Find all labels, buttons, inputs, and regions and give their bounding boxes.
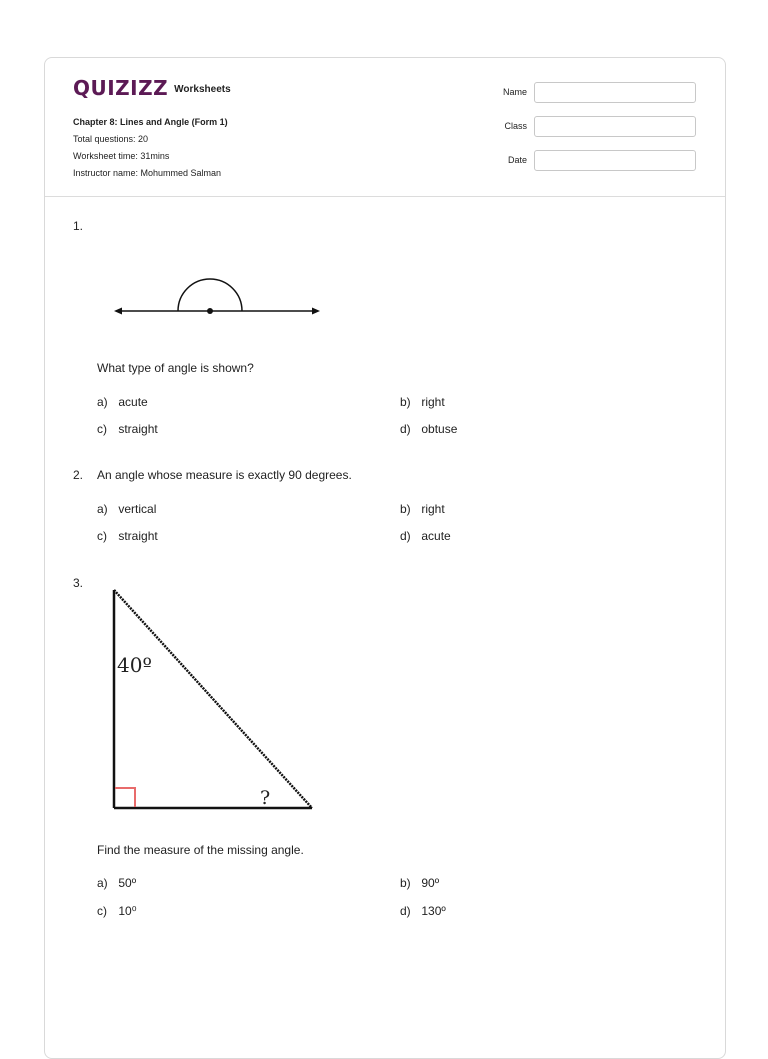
q1-option-c <box>97 422 158 436</box>
option-letter: d) <box>400 422 411 436</box>
option-letter: a) <box>97 876 108 890</box>
option-text: acute <box>421 529 451 543</box>
unknown-angle-label: ? <box>260 787 271 809</box>
q3-option-d <box>400 904 446 918</box>
option-letter: b) <box>400 876 411 890</box>
option-text: acute <box>118 395 148 409</box>
right-arrowhead <box>312 308 320 315</box>
chapter-title: Chapter 8: Lines and Angle (Form 1) <box>73 117 228 127</box>
q2-option-c <box>97 529 158 543</box>
q1-option-b <box>400 395 445 409</box>
option-letter: c) <box>97 904 107 918</box>
option-text: right <box>421 395 445 409</box>
angle-arc <box>178 279 242 311</box>
triangle-hypotenuse <box>114 590 312 808</box>
worksheet-meta <box>73 114 228 182</box>
vertex-point <box>207 308 213 314</box>
option-letter: a) <box>97 395 108 409</box>
question-1-number: 1. <box>73 219 84 233</box>
name-field[interactable] <box>534 82 696 103</box>
top-angle-label: 40º <box>117 653 152 677</box>
option-text: 90º <box>421 876 440 890</box>
worksheet-page <box>44 57 726 1059</box>
q1-option-a <box>97 395 148 409</box>
option-letter: d) <box>400 904 411 918</box>
right-angle-marker <box>115 788 135 807</box>
class-label: Class <box>504 121 527 131</box>
option-text: obtuse <box>421 422 458 436</box>
worksheet-header <box>45 58 725 197</box>
option-text: vertical <box>118 502 157 516</box>
brand-subtitle: Worksheets <box>174 84 231 95</box>
quizizz-logo: QUIZIZZ <box>73 76 169 100</box>
option-text: 50º <box>118 876 137 890</box>
q1-option-d <box>400 422 457 436</box>
total-questions: Total questions: 20 <box>73 134 149 144</box>
question-2-prompt: An angle whose measure is exactly 90 degrees. <box>97 468 352 482</box>
option-text: straight <box>118 529 158 543</box>
option-text: 10⁰ <box>118 904 137 918</box>
option-text: straight <box>118 422 158 436</box>
q2-option-b <box>400 502 445 516</box>
name-label: Name <box>502 87 527 97</box>
instructor-name: Instructor name: Mohummed Salman <box>73 168 222 178</box>
worksheet-time: Worksheet time: 31mins <box>73 151 170 161</box>
straight-angle-figure <box>110 270 325 322</box>
question-3-number: 3. <box>73 576 84 590</box>
class-field[interactable] <box>534 116 696 137</box>
option-letter: c) <box>97 529 107 543</box>
question-3-prompt: Find the measure of the missing angle. <box>97 843 304 857</box>
brand <box>73 76 231 100</box>
option-letter: c) <box>97 422 107 436</box>
option-text: right <box>421 502 445 516</box>
option-letter: a) <box>97 502 108 516</box>
date-field[interactable] <box>534 150 696 171</box>
left-arrowhead <box>114 308 122 315</box>
question-1-prompt: What type of angle is shown? <box>97 361 254 375</box>
q3-option-c <box>97 904 137 918</box>
option-letter: b) <box>400 395 411 409</box>
q2-option-d <box>400 529 451 543</box>
option-letter: d) <box>400 529 411 543</box>
right-triangle-figure <box>110 586 318 814</box>
option-text: 130º <box>421 904 446 918</box>
option-letter: b) <box>400 502 411 516</box>
question-2-number: 2. <box>73 468 84 482</box>
q3-option-a <box>97 876 136 890</box>
q3-option-b <box>400 876 439 890</box>
date-label: Date <box>507 155 527 165</box>
q2-option-a <box>97 502 156 516</box>
